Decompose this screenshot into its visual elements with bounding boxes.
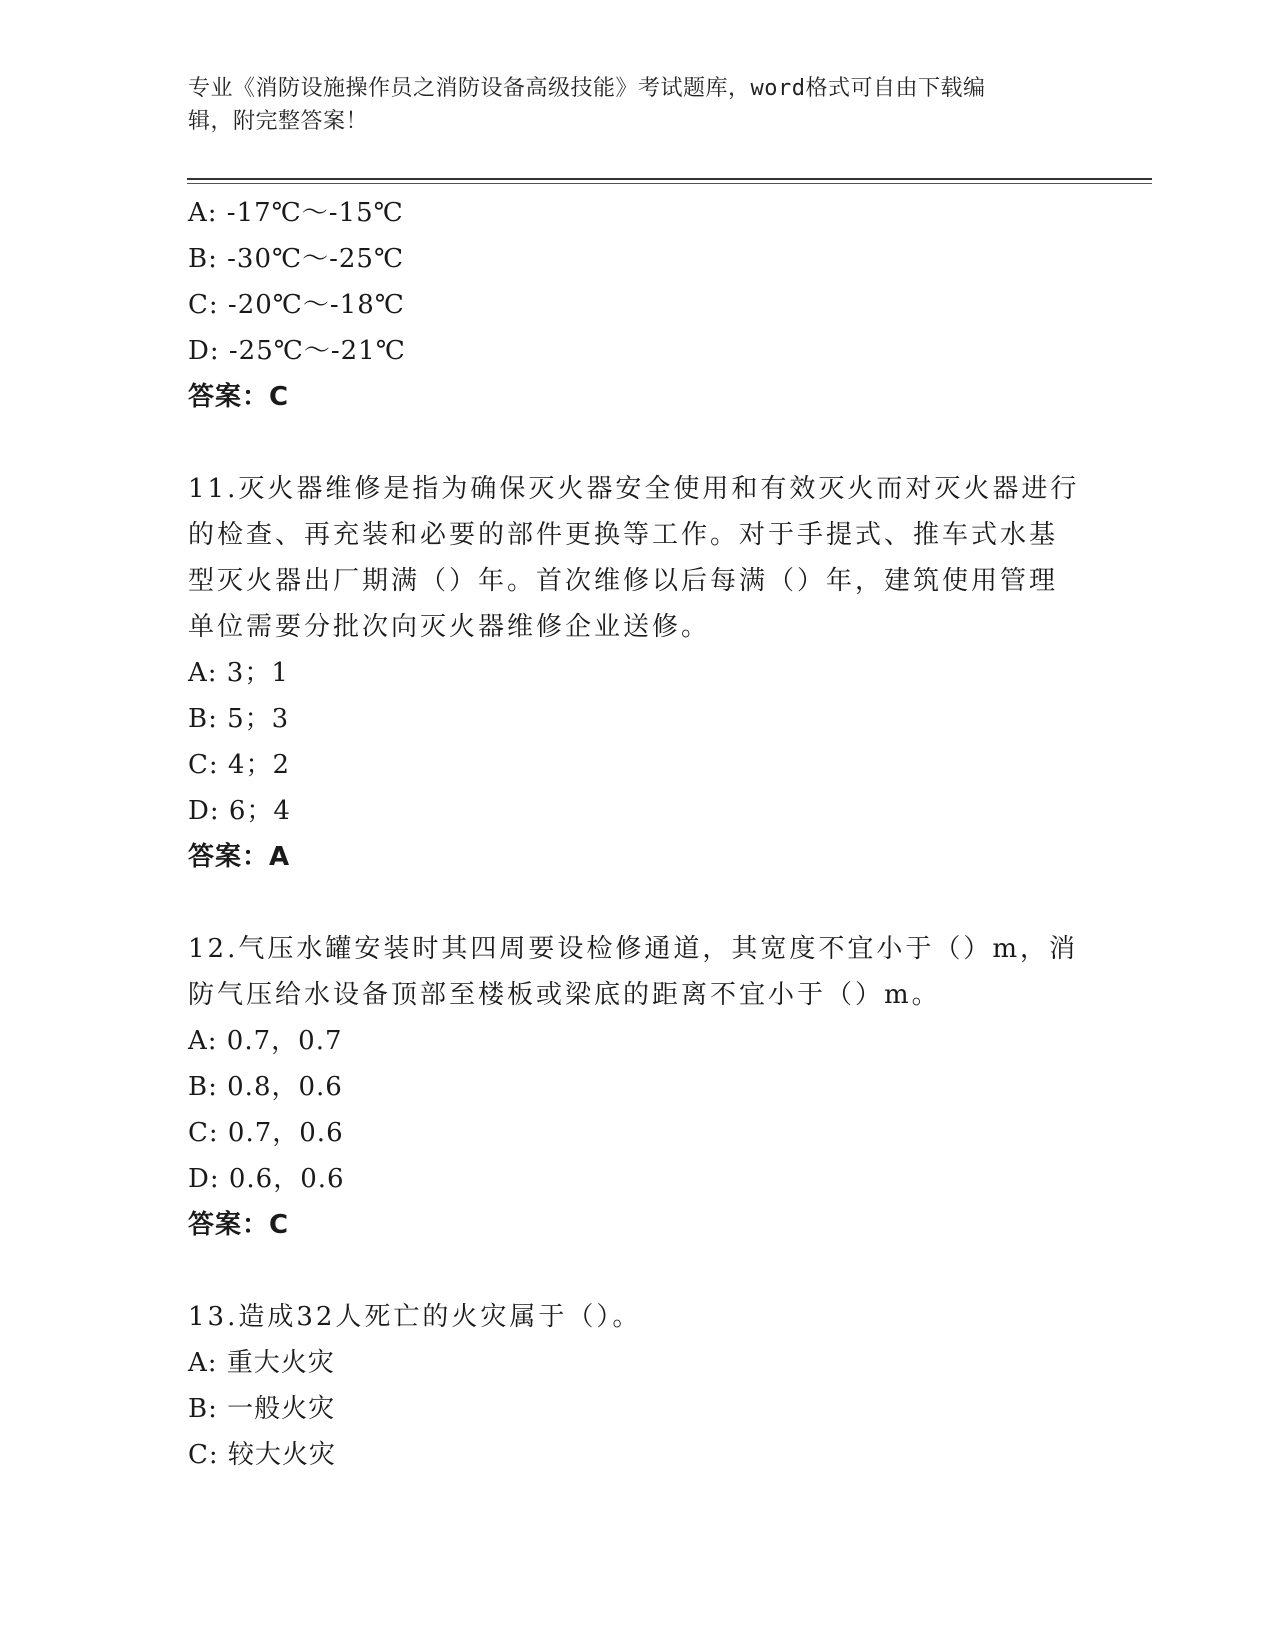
spacer xyxy=(188,420,1088,466)
question-text-line: 型灭火器出厂期满（）年。首次维修以后每满（）年，建筑使用管理 xyxy=(188,566,1059,596)
answer: 答案：C xyxy=(188,1210,290,1240)
option-a: A: -17℃～-15℃ xyxy=(188,198,404,228)
question-text-line: 13.造成32人死亡的火灾属于（）。 xyxy=(188,1302,642,1332)
option-c: C: 0.7，0.6 xyxy=(188,1118,344,1148)
option-d: D: 0.6，0.6 xyxy=(188,1164,345,1194)
question-text-line: 的检查、再充装和必要的部件更换等工作。对于手提式、推车式水基 xyxy=(188,520,1059,550)
spacer xyxy=(188,1248,1088,1294)
header-divider-thin xyxy=(187,183,1152,184)
option-b: B: -30℃～-25℃ xyxy=(188,244,405,274)
question-11 xyxy=(188,466,1088,880)
header-line-2: 辑，附完整答案！ xyxy=(188,109,369,134)
option-c: C: -20℃～-18℃ xyxy=(188,290,405,320)
option-b: B: 5；3 xyxy=(188,704,290,734)
option-a: A: 3；1 xyxy=(188,658,289,688)
question-10 xyxy=(188,190,1088,420)
option-b: B: 一般火灾 xyxy=(188,1394,336,1424)
option-b: B: 0.8，0.6 xyxy=(188,1072,343,1102)
question-text-line: 单位需要分批次向灭火器维修企业送修。 xyxy=(188,612,711,642)
option-d: D: 6；4 xyxy=(188,796,291,826)
spacer xyxy=(188,880,1088,926)
option-c: C: 4；2 xyxy=(188,750,291,780)
question-12 xyxy=(188,926,1088,1248)
question-text-line: 防气压给水设备顶部至楼板或梁底的距离不宜小于（）m。 xyxy=(188,980,941,1010)
answer: 答案：A xyxy=(188,842,291,872)
answer: 答案：C xyxy=(188,382,290,412)
question-text-line: 11.灭火器维修是指为确保灭火器安全使用和有效灭火而对灭火器进行 xyxy=(188,474,1080,504)
option-c: C: 较大火灾 xyxy=(188,1440,336,1470)
question-13 xyxy=(188,1294,1088,1478)
header-line-1: 专业《消防设施操作员之消防设备高级技能》考试题库，word格式可自由下载编 xyxy=(188,76,986,101)
question-text-line: 12.气压水罐安装时其四周要设检修通道，其宽度不宜小于（）m，消 xyxy=(188,934,1079,964)
header-divider-thick xyxy=(187,178,1152,180)
option-d: D: -25℃～-21℃ xyxy=(188,336,406,366)
option-a: A: 0.7，0.7 xyxy=(188,1026,343,1056)
document-header xyxy=(188,72,1068,138)
option-a: A: 重大火灾 xyxy=(188,1348,335,1378)
question-content xyxy=(188,190,1088,1478)
